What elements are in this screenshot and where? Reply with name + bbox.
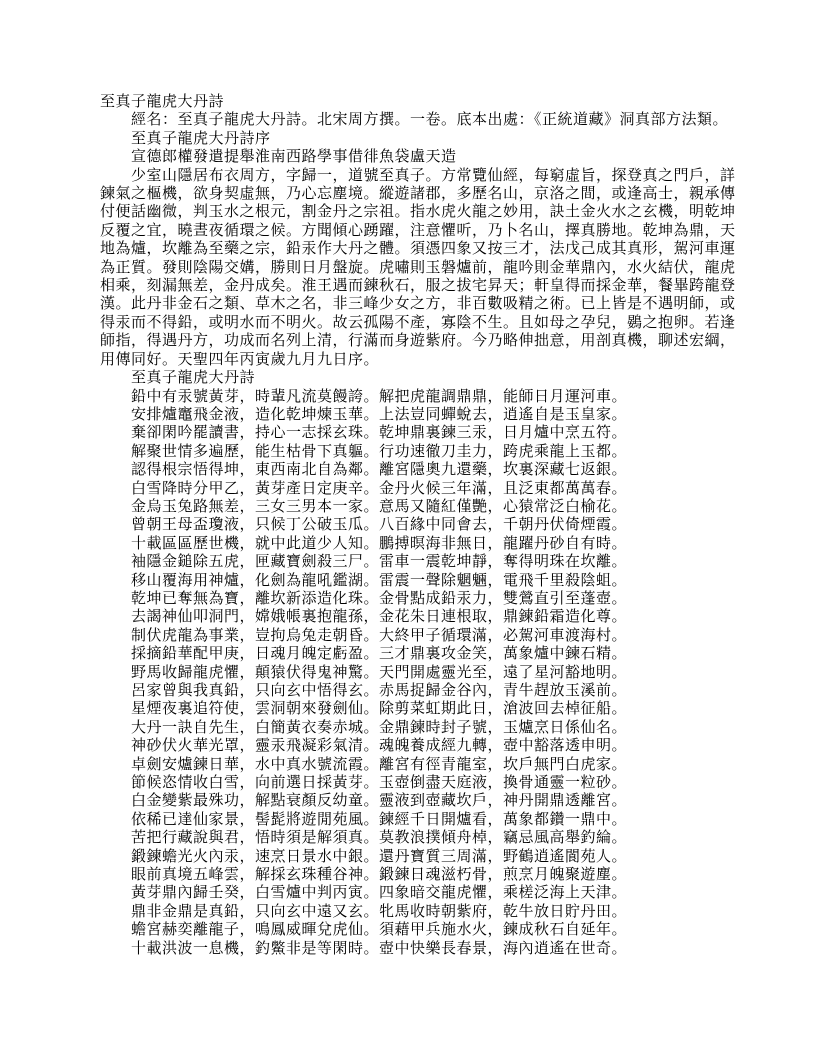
preface-line: 得汞而不得鉛，或明水而不明火。故云孤陽不產，寡陰不生。且如母之孕兒，鷃之抱卵。若逢 [100, 312, 736, 331]
preface-title: 至真子龍虎大丹詩序 [131, 128, 271, 147]
poem-line: 鼎非金鼎是真鉛，只向玄中遠又玄。牝馬收時朝紫府，乾牛放日貯丹田。 [131, 901, 628, 920]
author-attribution-line: 宣德郎權發遣提舉淮南西路學事借徘魚袋盧天造 [131, 147, 457, 166]
poem-line: 十載區區歷世機，就中此道少人知。鵬搏暝海非無日，龍躍丹砂自有時。 [131, 533, 628, 552]
preface-line: 為正質。發則陰陽交媾，勝則日月盤旋。虎嘯則玉磐爐前，龍吟則金華鼎內，水火結伏，龍虎 [100, 257, 736, 276]
preface-line: 付便話幽微，判玉水之根元，割金丹之宗祖。指水虎火龍之妙用，訣土金火水之玄機，明乾坤 [100, 202, 736, 221]
poem-line: 鍛鍊蟾光火內汞，速烹日景水中銀。還丹寶質三周滿，野鶴逍遙閬苑人。 [131, 846, 628, 865]
preface-paragraph [100, 166, 748, 368]
poem-line: 曾朝王母盃瓊液，只候丁公破玉瓜。八百緣中同會去，千朝丹伏倚煙霞。 [131, 515, 628, 534]
poem-line: 袖隱金鎚除五虎，匣藏寶劍殺三尸。雷車一震乾坤靜，奪得明珠在坎離。 [131, 552, 628, 571]
poem-line: 白金變紫最殊功，解點衰顏反幼童。靈液到壺藏坎戶，神丹開鼎透離宮。 [131, 791, 628, 810]
poem-line: 制伏虎龍為事業，豈拘烏兔走朝昏。大終甲子循環滿，必駕河車渡海村。 [131, 625, 628, 644]
preface-line: 地為爐，坎離為至藥之宗，鉛汞作大丹之體。須憑四象又按三才，法戊己成其真形，駕河車運 [100, 239, 736, 258]
preface-line: 用傳同好。天聖四年丙寅歲九月九日序。 [100, 349, 380, 368]
preface-line: 相乘，刻漏無差，金丹成矣。淮王遇而鍊秋石，服之拔宅昇天；軒皇得而採金華，餐畢跨龍登 [100, 276, 736, 295]
poem-line: 棄卻閑吟罷讀書，持心一志採玄珠。乾坤鼎裏鍊三汞，日月爐中烹五符。 [131, 423, 628, 442]
poem-line: 依稀已達仙家景，髻髭將遊閒苑風。鍊經千日開爐看，萬象都鑽一鼎中。 [131, 809, 628, 828]
poem-line: 呂家曾與我真鉛，只向玄中悟得玄。赤馬捉歸金谷內，青牛趕放玉溪前。 [131, 681, 628, 699]
poem-line: 神砂伏火華光罩，靈汞飛凝彩氣清。魂魄養成經九轉，壺中豁落透申明。 [131, 736, 628, 755]
preface-line: 反覆之宜，曉晝夜循環之候。方聞傾心踴躍，注意懼听，乃卜名山，擇真勝地。乾坤為鼎，天 [100, 220, 736, 239]
poem-line: 採摘鉛華配甲庚，日魂月魄定虧盈。三才鼎裏攻金笑，萬象爐中鍊石精。 [131, 644, 628, 663]
poem-line: 蟾宮赫奕離龍子，鳴鳳威暉兌虎仙。須藉甲兵施水火，鍊成秋石自延年。 [131, 920, 628, 939]
poem-line: 認得根宗悟得坤，東西南北自為鄰。離宮隱奧九還藥，坎裏深藏七返銀。 [131, 460, 628, 479]
poem-line: 乾坤已奪無為寶，離坎新添造化珠。金骨點成鉛汞力，雙鶯直引至蓬壺。 [131, 588, 628, 607]
document-title: 至真子龍虎大丹詩 [100, 92, 225, 110]
poem-line: 苦把行藏說與君，悟時須是解須真。莫教浪撲傾舟棹，竊忌風高舉釣綸。 [131, 828, 628, 847]
poem-line: 星煙夜裏追符使，雲洞朝來發劍仙。除剪菜虹期此日，滄波回去棹征船。 [131, 699, 628, 718]
preface-line: 師指，得遇丹方，功成而名列上清，行滿而身遊紫府。今乃略伸拙意，用剖真機，聊述宏綱， [100, 331, 736, 350]
poem-line: 眼前真境五峰雲，解採玄珠種谷神。鍛鍊日魂滋朽骨，煎烹月魄聚遊塵。 [131, 865, 628, 884]
preface-line: 漢。此丹非金石之類、草木之名，非三峰少女之方，非百數吸精之術。已上皆是不遇明師，或 [100, 294, 736, 313]
preface-line: 少室山隱居布衣周方，字歸一，道號至真子。方常覽仙經，每窮虛旨，探登真之門戶，詳 [131, 165, 736, 184]
preface-line: 鍊氣之樞機，欲身契虛無，乃心忘塵境。縱遊諸郡，多歷名山，京洛之間，或逢高士，親承傳 [100, 184, 736, 203]
poem-line: 大丹一訣自先生，白簡黃衣奏赤城。金鼎鍊時封子號，玉爐烹日係仙名。 [131, 717, 628, 736]
poem-line: 十載洪波一息機，釣鱉非是等閑時。壺中快樂長春景，海內逍遙在世奇。 [131, 938, 628, 957]
text-block [100, 92, 748, 957]
poem-line: 安排爐竈飛金液，造化乾坤煉玉華。上法豈同蟬蛻去，逍遙自是玉皇家。 [131, 404, 628, 423]
edition-meta-line: 經名：至真子龍虎大丹詩。北宋周方撰。一卷。底本出處：《正統道藏》洞真部方法類。 [131, 110, 729, 129]
poem-line: 白雪降時分甲乙，黃芽產日定庚辛。金丹火候三年滿，且泛東都萬萬春。 [131, 478, 628, 497]
poem-line: 黃芽鼎內歸壬癸，白雪爐中判丙寅。四象暗交龍虎懼，乘槎泛海上天津。 [131, 883, 628, 902]
poem-line: 去謁神仙叩洞門，嫦娥帳裏抱龍孫，金花朱日連根取，鼎鍊鉛霜造化尊。 [131, 607, 628, 626]
poem-title: 至真子龍虎大丹詩 [131, 368, 256, 387]
poem-line: 鉛中有汞號黃芽，時輩凡流莫饅誇。解把虎龍調鼎鼎，能師日月運河車。 [131, 386, 628, 405]
poem-line: 移山覆海用神爐，化劍為龍吼鑑湖。雷震一聲除魍魎，電飛千里殺陰蛆。 [131, 570, 628, 589]
poem-line: 節候恣情收白雪，向前選日採黃芽。玉壺倒盡天庭液，換骨通靈一粒砂。 [131, 773, 628, 792]
poem-line: 解聚世情多遍歷，能生枯骨下真軀。行功速徹刀圭力，跨虎乘龍上玉都。 [131, 441, 628, 460]
poem-line: 野馬收歸龍虎懼，顛猿伏得鬼神驚。天門開處靈光至，遠了星河豁地明。 [131, 662, 628, 681]
poem-line: 金烏玉兔路無差，三女三男本一家。意馬又隨紅僅艷，心猿常泛白榆花。 [131, 496, 628, 515]
poem-body [100, 387, 748, 958]
poem-line: 卓劍安爐鍊日華，水中真水號流霞。離宮有徑青龍室，坎戶無門白虎家。 [131, 754, 628, 773]
